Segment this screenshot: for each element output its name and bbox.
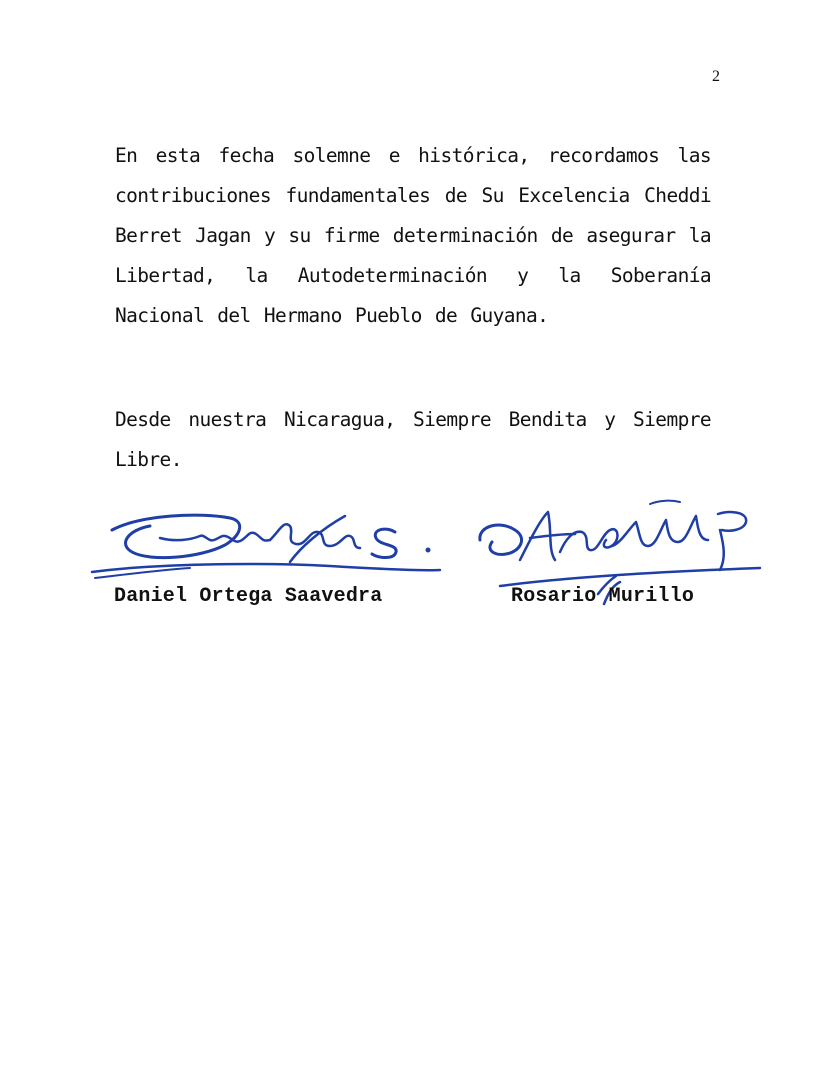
signer-name-left: Daniel Ortega Saavedra — [114, 585, 383, 608]
body-paragraph-2: Desde nuestra Nicaragua, Siempre Bendita y Siempre Libre. — [115, 408, 711, 471]
body-paragraph-1: En esta fecha solemne e histórica, recordamos las contribuciones fundamentales de Su Excelencia Cheddi Berret Jagan y su firme determinación de asegurar la Libertad, la Autodeterminación y la Soberanía Nacional del Hermano Pueblo de Guyana. — [115, 144, 711, 327]
signature-daniel-ortega — [92, 515, 440, 578]
page-number: 2 — [712, 68, 720, 85]
signer-name-right: Rosario Murillo — [511, 585, 695, 608]
